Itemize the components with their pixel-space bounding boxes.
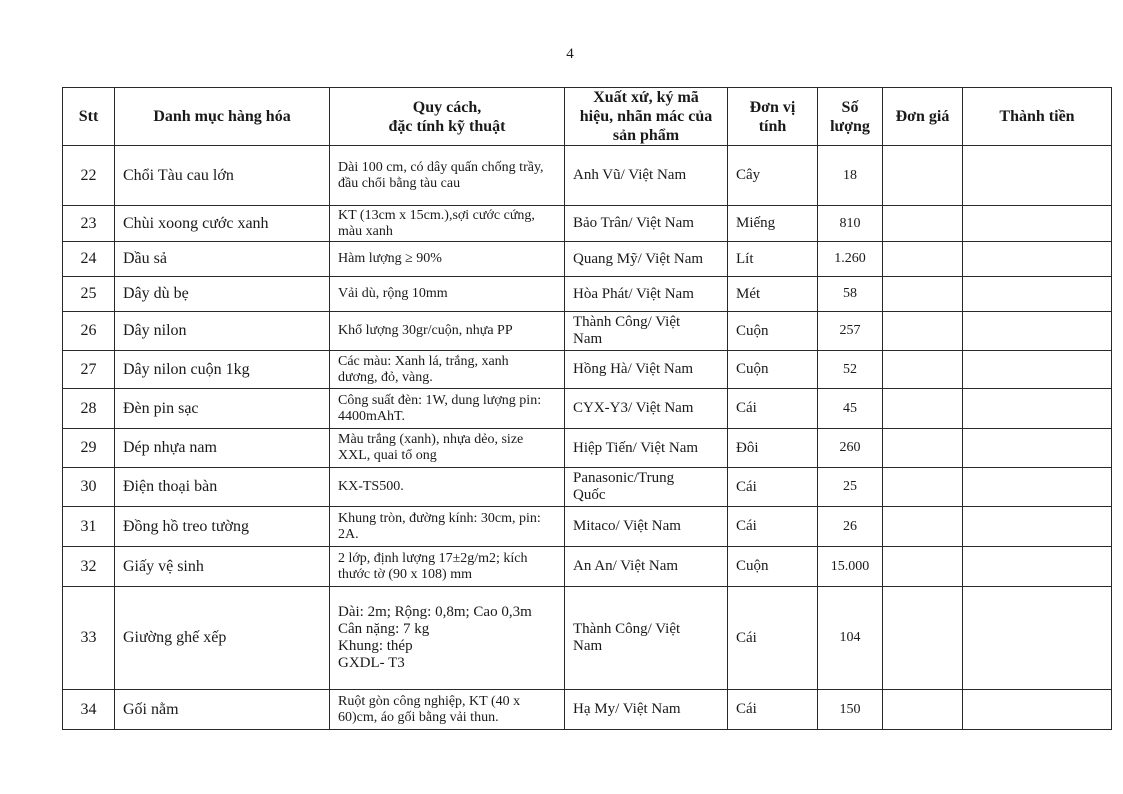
row-unit-price <box>883 429 963 468</box>
row-total-amount <box>963 587 1112 690</box>
header-unit <box>728 88 818 146</box>
row-origin-line1: Anh Vũ/ Việt Nam <box>573 167 687 183</box>
row-origin <box>565 351 728 389</box>
row-stt: 33 <box>63 587 115 690</box>
row-unit-price <box>883 389 963 429</box>
table-row <box>63 351 1112 389</box>
row-spec-line1: Hàm lượng ≥ 90% <box>338 251 442 266</box>
row-total-amount <box>963 146 1112 206</box>
header-origin-line2: hiệu, nhãn mác của <box>579 108 713 125</box>
row-spec-line2: 4400mAhT. <box>338 408 406 424</box>
row-stt: 34 <box>63 690 115 730</box>
row-origin-line1: Mitaco/ Việt Nam <box>573 518 681 534</box>
row-spec-line2: XXL, quai tổ ong <box>338 448 437 463</box>
header-spec-line1: Quy cách, <box>412 98 482 116</box>
row-item-name: Đồng hồ treo tường <box>115 507 330 547</box>
header-qty-line1: Số <box>841 98 859 116</box>
row-stt: 28 <box>63 389 115 429</box>
row-spec <box>330 507 565 547</box>
row-spec-line2: thước tờ (90 x 108) mm <box>338 566 472 582</box>
row-total-amount <box>963 690 1112 730</box>
row-stt: 27 <box>63 351 115 389</box>
row-spec <box>330 547 565 587</box>
row-total-amount <box>963 312 1112 351</box>
row-quantity: 810 <box>818 206 883 242</box>
row-stt: 23 <box>63 206 115 242</box>
row-quantity: 150 <box>818 690 883 730</box>
row-unit-price <box>883 587 963 690</box>
row-quantity: 45 <box>818 389 883 429</box>
row-origin-line2: Quốc <box>573 487 606 503</box>
row-total-amount <box>963 429 1112 468</box>
table-row <box>63 429 1112 468</box>
row-stt: 22 <box>63 146 115 206</box>
row-item-name: Dây dù bẹ <box>115 277 330 312</box>
row-origin-line1: Bảo Trân/ Việt Nam <box>573 215 694 231</box>
row-spec-line1: Vải dù, rộng 10mm <box>338 286 448 301</box>
row-total-amount <box>963 547 1112 587</box>
row-spec <box>330 312 565 351</box>
header-origin-line3: sản phẩm <box>612 127 680 144</box>
table-row <box>63 690 1112 730</box>
row-origin-line1: Thành Công/ Việt <box>573 314 681 330</box>
row-item-name: Giấy vệ sinh <box>115 547 330 587</box>
row-origin-line1: Thành Công/ Việt <box>573 621 681 637</box>
row-origin <box>565 312 728 351</box>
row-stt: 25 <box>63 277 115 312</box>
row-quantity: 58 <box>818 277 883 312</box>
row-spec <box>330 468 565 507</box>
row-origin-line1: Hòa Phát/ Việt Nam <box>573 285 694 302</box>
row-total-amount <box>963 389 1112 429</box>
row-origin-line1: Hạ My/ Việt Nam <box>573 701 681 717</box>
row-spec-line1: Màu trắng (xanh), nhựa dẻo, size <box>338 432 524 447</box>
row-unit-price <box>883 312 963 351</box>
row-origin-line1: An An/ Việt Nam <box>573 558 679 574</box>
row-spec <box>330 351 565 389</box>
table-row <box>63 242 1112 277</box>
row-spec-line2: dương, đỏ, vàng. <box>338 369 433 385</box>
row-quantity: 52 <box>818 351 883 389</box>
row-origin <box>565 690 728 730</box>
row-total-amount <box>963 206 1112 242</box>
row-item-name: Giường ghế xếp <box>115 587 330 690</box>
row-origin <box>565 507 728 547</box>
row-spec-line2: đầu chổi bằng tàu cau <box>338 175 461 191</box>
row-origin <box>565 389 728 429</box>
row-spec-line1: KX-TS500. <box>338 479 404 494</box>
row-origin <box>565 242 728 277</box>
row-spec-line1: Công suất đèn: 1W, dung lượng pin: <box>338 392 542 408</box>
row-spec-line1: Các màu: Xanh lá, trắng, xanh <box>338 353 509 369</box>
row-unit: Cuộn <box>728 547 818 587</box>
row-origin-line1: Hiệp Tiến/ Việt Nam <box>573 439 699 456</box>
row-unit-price <box>883 242 963 277</box>
row-unit: Cây <box>728 146 818 206</box>
header-name: Danh mục hàng hóa <box>115 88 330 146</box>
row-origin <box>565 547 728 587</box>
goods-table <box>62 87 1112 730</box>
table-row <box>63 312 1112 351</box>
row-spec-line1: Khung tròn, đường kính: 30cm, pin: <box>338 510 541 526</box>
row-unit: Cái <box>728 587 818 690</box>
row-spec <box>330 389 565 429</box>
row-spec-line2: 2A. <box>338 526 359 542</box>
row-unit-price <box>883 351 963 389</box>
row-stt: 24 <box>63 242 115 277</box>
header-qty <box>818 88 883 146</box>
row-item-name: Chổi Tàu cau lớn <box>115 146 330 206</box>
row-unit: Đôi <box>728 429 818 468</box>
row-unit: Cuộn <box>728 312 818 351</box>
page-number: 4 <box>566 46 574 62</box>
row-total-amount <box>963 468 1112 507</box>
table-row <box>63 507 1112 547</box>
row-total-amount <box>963 242 1112 277</box>
row-item-name: Dép nhựa nam <box>115 429 330 468</box>
row-origin-line2: Nam <box>573 331 603 347</box>
row-spec-line2: 60)cm, áo gối bằng vải thun. <box>338 709 499 725</box>
row-unit-price <box>883 468 963 507</box>
row-unit: Cái <box>728 507 818 547</box>
row-unit-price <box>883 690 963 730</box>
row-item-name: Dầu sả <box>115 242 330 277</box>
row-unit-price <box>883 206 963 242</box>
row-total-amount <box>963 351 1112 389</box>
header-origin <box>565 88 728 146</box>
row-item-name: Điện thoại bàn <box>115 468 330 507</box>
row-stt: 29 <box>63 429 115 468</box>
row-spec-line1: 2 lớp, định lượng 17±2g/m2; kích <box>338 550 528 566</box>
row-item-name: Gối nằm <box>115 690 330 730</box>
row-quantity: 260 <box>818 429 883 468</box>
row-item-name: Chùi xoong cước xanh <box>115 206 330 242</box>
row-spec <box>330 146 565 206</box>
table-row <box>63 468 1112 507</box>
row-spec-line1: Dài 100 cm, có dây quấn chống trầy, <box>338 159 544 175</box>
row-spec-line1: Khổ lượng 30gr/cuộn, nhựa PP <box>338 323 513 338</box>
row-origin-line1: Panasonic/Trung <box>573 470 675 486</box>
table-row <box>63 277 1112 312</box>
row-origin <box>565 429 728 468</box>
header-price: Đơn giá <box>883 88 963 146</box>
row-unit: Cuộn <box>728 351 818 389</box>
row-origin-line1: CYX-Y3/ Việt Nam <box>573 400 694 416</box>
row-origin <box>565 206 728 242</box>
row-origin-line1: Hồng Hà/ Việt Nam <box>573 361 694 377</box>
row-unit: Mét <box>728 277 818 312</box>
row-spec <box>330 242 565 277</box>
table-row <box>63 146 1112 206</box>
row-spec-line1: Ruột gòn công nghiệp, KT (40 x <box>338 693 521 709</box>
row-spec <box>330 690 565 730</box>
row-spec <box>330 277 565 312</box>
row-unit: Cái <box>728 690 818 730</box>
row-quantity: 25 <box>818 468 883 507</box>
row-origin <box>565 277 728 312</box>
row-unit: Cái <box>728 468 818 507</box>
row-quantity: 257 <box>818 312 883 351</box>
row-origin-line1: Quang Mỹ/ Việt Nam <box>573 250 704 267</box>
row-origin-line2: Nam <box>573 638 603 654</box>
table-row <box>63 587 1112 690</box>
row-unit: Miếng <box>728 206 818 242</box>
header-spec-line2: đặc tính kỹ thuật <box>388 117 506 135</box>
row-quantity: 15.000 <box>818 547 883 587</box>
row-unit: Lít <box>728 242 818 277</box>
header-unit-line2: tính <box>758 117 787 135</box>
row-quantity: 104 <box>818 587 883 690</box>
row-item-name: Đèn pin sạc <box>115 389 330 429</box>
header-qty-line2: lượng <box>830 117 870 135</box>
row-spec-line2: màu xanh <box>338 223 393 239</box>
row-total-amount <box>963 507 1112 547</box>
row-unit-price <box>883 547 963 587</box>
header-unit-line1: Đơn vị <box>749 98 796 116</box>
row-spec-line3: Khung: thép <box>338 638 413 654</box>
table-row <box>63 547 1112 587</box>
row-stt: 26 <box>63 312 115 351</box>
header-stt: Stt <box>63 88 115 146</box>
header-origin-line1: Xuất xứ, ký mã <box>593 89 699 106</box>
row-spec <box>330 429 565 468</box>
row-spec <box>330 587 565 690</box>
row-stt: 30 <box>63 468 115 507</box>
table-row <box>63 206 1112 242</box>
row-total-amount <box>963 277 1112 312</box>
row-spec-line2: Cân nặng: 7 kg <box>338 621 430 637</box>
row-unit-price <box>883 146 963 206</box>
row-spec-line1: Dài: 2m; Rộng: 0,8m; Cao 0,3m <box>338 604 532 620</box>
row-stt: 31 <box>63 507 115 547</box>
row-origin <box>565 468 728 507</box>
row-quantity: 1.260 <box>818 242 883 277</box>
row-item-name: Dây nilon cuộn 1kg <box>115 351 330 389</box>
row-quantity: 18 <box>818 146 883 206</box>
row-spec-line1: KT (13cm x 15cm.),sợi cước cứng, <box>338 207 535 223</box>
header-spec <box>330 88 565 146</box>
row-item-name: Dây nilon <box>115 312 330 351</box>
row-spec-line4: GXDL- T3 <box>338 655 405 671</box>
row-stt: 32 <box>63 547 115 587</box>
table-row <box>63 389 1112 429</box>
row-spec <box>330 206 565 242</box>
header-total: Thành tiền <box>963 88 1112 146</box>
row-quantity: 26 <box>818 507 883 547</box>
row-unit: Cái <box>728 389 818 429</box>
row-unit-price <box>883 507 963 547</box>
row-origin <box>565 146 728 206</box>
row-unit-price <box>883 277 963 312</box>
table-header-row <box>63 88 1112 146</box>
row-origin <box>565 587 728 690</box>
